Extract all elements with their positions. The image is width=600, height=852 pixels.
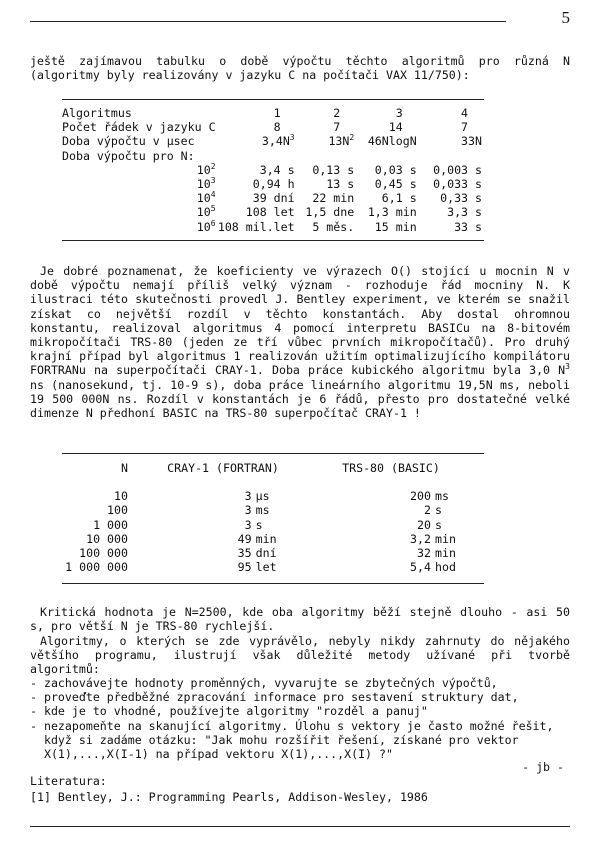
table2-bottom-rule — [62, 583, 484, 584]
table-row: 1 000 3 s 20 s — [93, 517, 442, 532]
intro-paragraph: ještě zajímavou tabulku o době výpočtu těchto algoritmů pro různá N (algoritmy byly realizovány v jazyku C na počítači VAX 11/750): — [30, 54, 570, 83]
table-row: $10^5$ 108 let 1,5 dne 1,3 min 3,3 s — [196, 204, 482, 220]
complexity-cell: $3,4N^3$ — [261, 133, 295, 149]
comparison-table — [58, 461, 486, 574]
table-row: 100 3 ms 2 s — [107, 503, 442, 518]
complexity-cell: 33N — [461, 134, 482, 149]
algorithm-number: 4 — [461, 106, 469, 120]
list-item: - proveďte předběžné zpracování informace pro sestavení struktury dat, — [30, 690, 519, 705]
column-header-trs: TRS-80 (BASIC) — [342, 461, 440, 475]
for-n-label: Doba výpočtu pro N: — [62, 148, 195, 163]
complexity-cell: 46NlogN — [367, 134, 417, 149]
body-paragraph: Je dobré poznamenat, že koeficienty ve výrazech O() stojící u mocnin N v době výpočtu nemají příliš velký význam - rozhoduje řád mocniny N. K ilustraci této skutečnosti provedl J. Bentley experiment, ve kterém se snažil získat co největší rozdíl v těchto konstantách. Aby dostal ohromnou konstantu, realizoval algoritmus 4 pomocí interpretu BASICu na 8-bitovém mikropočítači TRS-80 (jeden ze tří vůbec prvních mikropočítačů). Pro druhý krajní případ byl algoritmus 1 realizován užitím optimalizujícího kompilátoru FORTRANu na superpočítači CRAY-1. Doba práce kubického algoritmu byla 3,0 $N^3$ ns (nanosekund, tj. 10-9 s), doba práce lineárního algoritmu 19,5N ms, neboli 19 500 000N ns. Rozdíl v konstantách je 6 řádů, přesto pro dostatečné velké dimenze N předhoní BASIC na TRS-80 superpočítač CRAY-1 ! — [30, 264, 570, 421]
methods-paragraph: Algoritmy, o kterých se zde vyprávělo, nebyly nikdy zahrnuty do nějakého většího programu, ilustrují však důležité metody užívané při tvorbě algoritmů: — [30, 634, 570, 677]
signature: - jb - — [522, 760, 564, 774]
top-rule — [30, 21, 506, 22]
time-label: Doba výpočtu v µsec — [62, 134, 195, 149]
lines-label: Počet řádek v jazyku C — [62, 120, 216, 135]
methods-list — [30, 676, 575, 761]
list-item: - zachovávejte hodnoty proměnných, vyvarujte se zbytečných výpočtů, — [30, 676, 498, 690]
list-item: když si zadáme otázku: "Jak mohu rozšířit řešení, získané pro vektor — [30, 732, 519, 747]
algorithm-number: 2 — [333, 106, 341, 120]
lines-value: 14 — [388, 120, 403, 135]
table-row: 10 000 49 min 3,2 min — [86, 531, 456, 546]
table1-top-rule — [62, 99, 484, 100]
algorithm-number: 3 — [395, 106, 403, 120]
lines-value: 7 — [333, 120, 341, 135]
table-row: 100 000 35 dní 32 min — [79, 546, 456, 561]
algorithm-number: 1 — [273, 106, 281, 120]
reference-item: [1] Bentley, J.: Programming Pearls, Addison-Wesley, 1986 — [30, 790, 428, 804]
column-header-cray: CRAY-1 (FORTRAN) — [167, 461, 279, 475]
lines-value: 7 — [461, 120, 469, 135]
table-row: $10^2$ 3,4 s 0,13 s 0,03 s 0,003 s — [196, 161, 482, 177]
table2-top-rule — [62, 453, 484, 454]
list-item: - nezapomeňte na skanující algoritmy. Úlohu s vektory je často možné řešit, — [30, 718, 554, 733]
list-item: X(1),...,X(I-1) na případ vektoru X(1),...,X(I) ?" — [30, 747, 393, 762]
table-row: $10^3$ 0,94 h 13 s 0,45 s 0,033 s — [196, 176, 482, 192]
complexity-table — [62, 106, 482, 234]
critical-value-paragraph: Kritická hodnota je N=2500, kde oba algoritmy běží stejně dlouho - asi 50 s, pro větší N je TRS-80 rychlejší. — [30, 605, 570, 634]
bottom-rule — [30, 826, 570, 827]
table-row: $10^6$ 108 mil.let 5 měs. 15 min 33 s — [196, 218, 482, 234]
lines-value: 8 — [273, 120, 281, 135]
algorithm-header: Algoritmus — [62, 106, 132, 120]
table-row: 1 000 000 95 let 5,4 hod — [65, 560, 456, 575]
literature-heading: Literatura: — [30, 774, 107, 788]
list-item: - kde je to vhodné, používejte algoritmy "rozděl a panuj" — [30, 704, 428, 719]
column-header-n: N — [121, 461, 128, 475]
table-row: $10^4$ 39 dní 22 min 6,1 s 0,33 s — [196, 190, 482, 206]
table1-bottom-rule — [62, 240, 484, 241]
table-row: 10 3 µs 200 ms — [114, 489, 449, 504]
complexity-cell: $13N^2$ — [328, 133, 355, 149]
page-number: 5 — [561, 8, 570, 27]
